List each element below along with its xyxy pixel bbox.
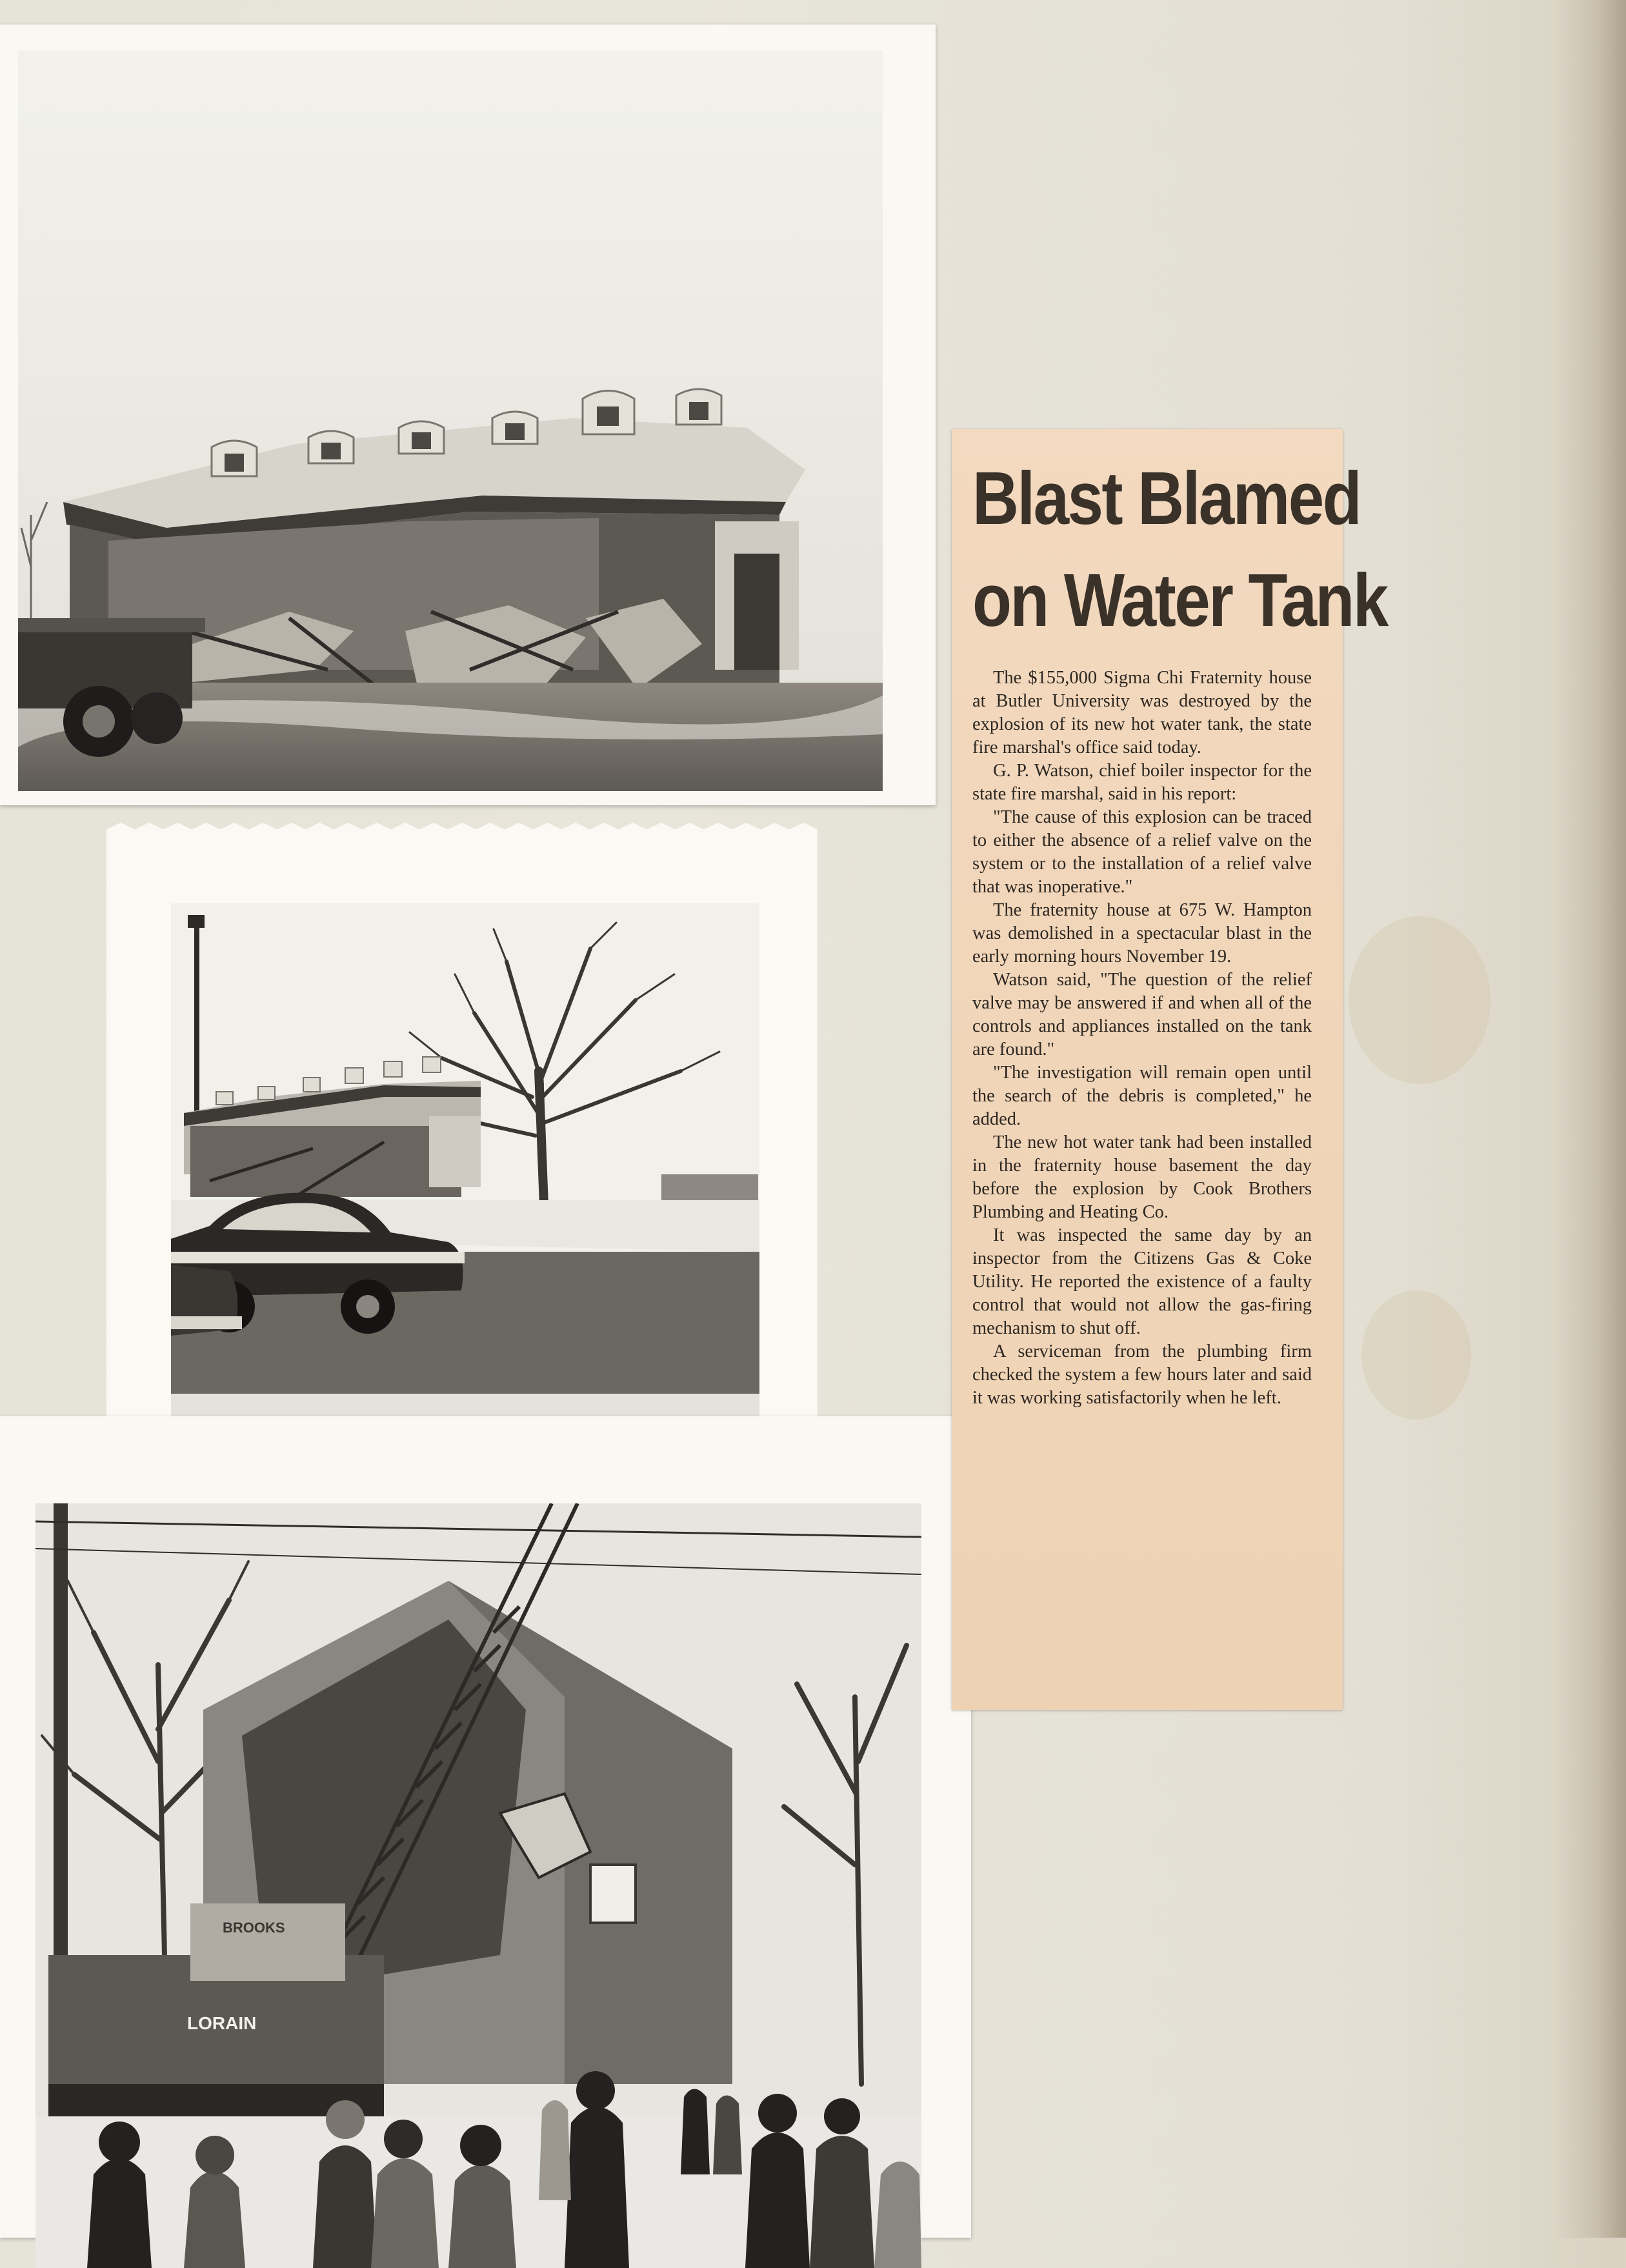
article-paragraph: A serviceman from the plumbing firm checked the system a few hours later and said it was working satisfactorily when he left. <box>972 1341 1312 1408</box>
photo-demolition-crowd <box>0 1416 971 2238</box>
article-paragraph: The $155,000 Sigma Chi Fraternity house at Butler University was destroyed by the explosion of its new hot water tank, the state fire marshal's office said today. <box>972 668 1312 758</box>
truck-company-text: BROOKS <box>223 1920 285 1936</box>
clipping-body <box>972 667 1312 1410</box>
crane-brand-text: LORAIN <box>187 2013 257 2033</box>
headline-line-1: Blast Blamed <box>972 456 1361 540</box>
photo-street-police-car-image <box>171 903 759 1468</box>
paper-stain <box>1361 1290 1471 1420</box>
article-paragraph: "The cause of this explosion can be traced to either the absence of a relief valve on the system or to the installation of a relief valve that was inoperative." <box>972 807 1312 897</box>
newspaper-clipping <box>952 429 1387 1710</box>
article-paragraph: The new hot water tank had been installed in the fraternity house basement the day before the explosion by Cook Brothers Plumbing and Heating Co. <box>972 1132 1312 1222</box>
album-page-edge <box>1555 0 1626 2238</box>
article-paragraph: Watson said, "The question of the relief valve may be answered if and when all of the controls and appliances installed on the tank are found." <box>972 970 1312 1059</box>
article-paragraph: The fraternity house at 675 W. Hampton was demolished in a spectacular blast in the early morning hours November 19. <box>972 900 1312 967</box>
article-paragraph: "The investigation will remain open until the search of the debris is completed," he added. <box>972 1063 1312 1129</box>
clipping-headline <box>972 447 1387 651</box>
article-paragraph: It was inspected the same day by an inspector from the Citizens Gas & Coke Utility. He reported the existence of a faulty control that would not allow the gas-firing mechanism to shut off. <box>972 1225 1312 1338</box>
photo-collapsed-house-image <box>18 50 883 791</box>
photo-demolition-crowd-image <box>35 1503 921 2268</box>
paper-stain <box>1349 916 1490 1084</box>
article-paragraph: G. P. Watson, chief boiler inspector for the state fire marshal, said in his report: <box>972 761 1312 804</box>
photo-collapsed-house <box>0 25 936 805</box>
photo-street-police-car <box>106 823 818 1500</box>
headline-line-2: on Water Tank <box>972 558 1387 642</box>
